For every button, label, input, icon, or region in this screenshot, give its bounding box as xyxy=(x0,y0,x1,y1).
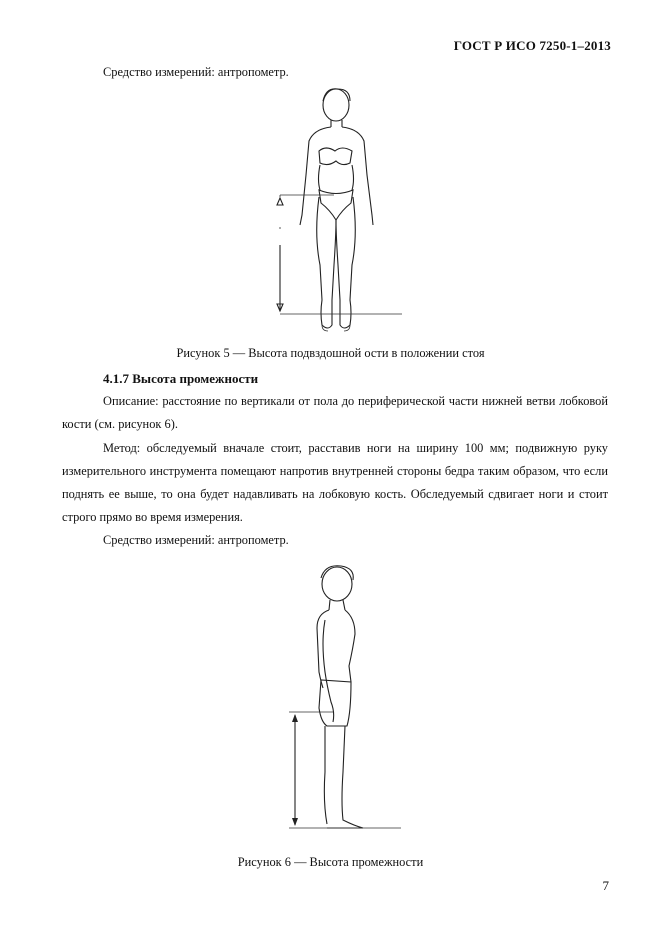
instrument-text-top: Средство измерений: антропометр. xyxy=(103,65,289,79)
figure-5-caption: Рисунок 5 — Высота подвздошной ости в положении стоя xyxy=(176,346,485,360)
figure-6-caption: Рисунок 6 — Высота промежности xyxy=(237,855,424,869)
instrument-text-bottom: Средство измерений: антропометр. xyxy=(103,533,289,547)
section-heading: 4.1.7 Высота промежности xyxy=(103,371,259,386)
figure-5-illustration xyxy=(262,85,412,335)
description-paragraph: Описание: расстояние по вертикали от пола до периферической части нижней ветви лобковой кости (см. рисунок 6). xyxy=(62,394,608,431)
page-number: 7 xyxy=(602,878,609,893)
figure-6-illustration xyxy=(283,562,408,832)
standing-figure-side-icon xyxy=(317,566,363,828)
method-paragraph: Метод: обследуемый вначале стоит, расставив ноги на ширину 100 мм; подвижную руку измерительного инструмента помещают напротив внутренней стороны бедра таким образом, что если поднять ее выше, то она будет надавливать на лобковую кость. Обследуемый сдвигает ноги и стоит строго прямо во время измерения. xyxy=(62,441,608,524)
document-header: ГОСТ Р ИСО 7250-1–2013 xyxy=(453,38,611,53)
standing-figure-front-icon xyxy=(300,89,373,331)
